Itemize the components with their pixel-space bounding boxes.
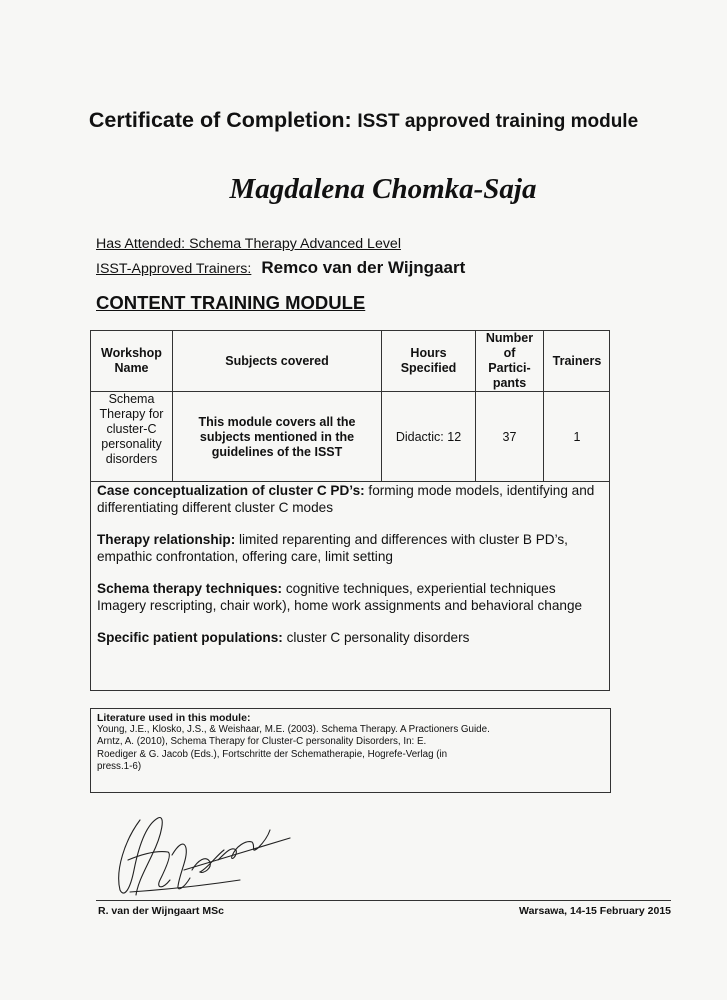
content-heading: Specific patient populations:	[97, 630, 283, 645]
cell-workshop	[91, 392, 172, 467]
signature-image	[100, 800, 300, 900]
place-date: Warsawa, 14-15 February 2015	[519, 905, 671, 917]
trainers-name: Remco van der Wijngaart	[261, 258, 466, 277]
content-text: cognitive techniques, experiential techniques Imagery rescripting, chair work), home work assignments and behavioral change	[97, 581, 583, 613]
literature-title: Literature used in this module:	[97, 712, 251, 724]
header-text: Partici-	[488, 361, 531, 375]
trainers-label: ISST-Approved Trainers:	[96, 261, 252, 277]
cell-text: Schema	[108, 392, 155, 406]
content-text: limited reparenting and differences with cluster B PD’s, empathic confrontation, offering care, limit setting	[97, 532, 568, 564]
content-text: forming mode models, identifying and differentiating different cluster C modes	[97, 483, 595, 515]
content-description	[97, 483, 602, 663]
content-text: cluster C personality disorders	[282, 630, 470, 645]
header-workshop	[91, 331, 172, 391]
header-text: pants	[492, 376, 527, 390]
cell-trainers: 1	[573, 429, 581, 444]
content-paragraph	[97, 630, 602, 647]
literature-line: Roediger & G. Jacob (Eds.), Fortschritte der Schematherapie, Hogrefe-Verlag (in	[97, 748, 448, 760]
header-subjects: Subjects covered	[225, 353, 329, 368]
header-text: Name	[114, 361, 149, 375]
header-text: Hours	[410, 346, 447, 360]
training-table	[90, 330, 610, 691]
header-trainers: Trainers	[552, 353, 602, 368]
signature-line	[96, 900, 671, 901]
header-hours	[382, 331, 475, 391]
header-text: Workshop	[101, 346, 162, 360]
attended-line: Has Attended: Schema Therapy Advanced Level	[96, 236, 401, 252]
certificate-title	[0, 108, 727, 133]
literature-line: Arntz, A. (2010), Schema Therapy for Cluster-C personality Disorders, In: E.	[97, 736, 427, 748]
literature-box	[90, 708, 611, 793]
section-title: CONTENT TRAINING MODULE	[96, 292, 366, 313]
header-text: Number	[485, 331, 534, 345]
content-paragraph	[97, 483, 602, 516]
cell-text: cluster-C	[106, 422, 157, 436]
title-part1: Certificate of Completion:	[88, 108, 352, 132]
cell-subjects	[173, 392, 381, 482]
header-text: of	[503, 346, 516, 360]
literature-line: Young, J.E., Klosko, J.S., & Weishaar, M.E. (2003). Schema Therapy. A Practioners Guide.	[97, 724, 490, 736]
content-heading: Case conceptualization of cluster C PD’s:	[97, 483, 365, 498]
cell-text: guidelines of the ISST	[211, 444, 343, 459]
cell-participants: 37	[502, 429, 517, 444]
title-part2: ISST approved training module	[357, 111, 639, 132]
cell-text: personality	[101, 437, 162, 451]
content-heading: Therapy relationship:	[97, 532, 236, 547]
content-paragraph	[97, 532, 602, 565]
cell-text: subjects mentioned in the	[199, 429, 355, 444]
signer-name: R. van der Wijngaart MSc	[98, 905, 224, 917]
content-paragraph	[97, 581, 602, 614]
recipient-name: Magdalena Chomka-Saja	[229, 173, 537, 205]
content-heading: Schema therapy techniques:	[97, 581, 283, 596]
cell-hours: Didactic: 12	[395, 429, 462, 444]
literature-line: press.1-6)	[97, 760, 142, 772]
header-participants	[476, 331, 543, 391]
header-text: Specified	[400, 361, 457, 375]
cell-text: Therapy for	[99, 407, 164, 421]
trainers-line	[96, 258, 465, 278]
cell-text: This module covers all the	[198, 414, 356, 429]
cell-text: disorders	[105, 452, 158, 466]
